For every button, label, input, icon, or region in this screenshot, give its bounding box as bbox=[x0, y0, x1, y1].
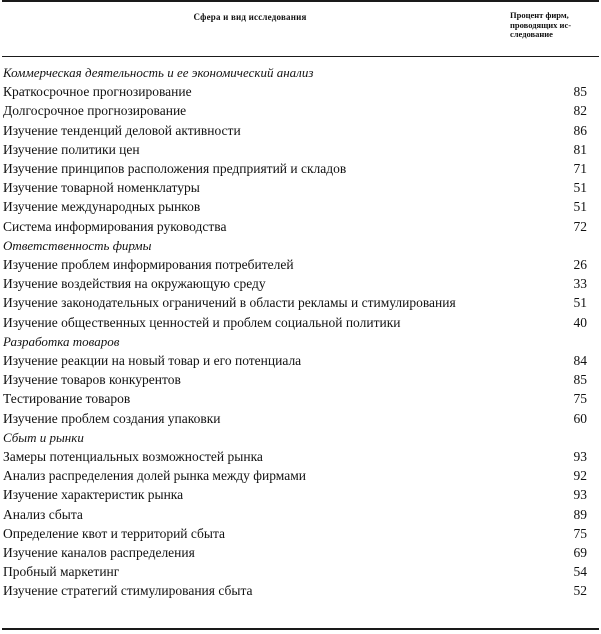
table-row bbox=[3, 524, 599, 543]
research-type-label: Изучение общественных ценностей и проблем социальной политики bbox=[3, 314, 401, 330]
percent-value: 51 bbox=[573, 180, 587, 196]
table-row bbox=[3, 197, 599, 216]
research-type-label: Краткосрочное прогнозирование bbox=[3, 84, 192, 100]
table-row bbox=[3, 274, 599, 293]
percent-value: 40 bbox=[573, 314, 587, 330]
research-type-label: Изучение товаров конкурентов bbox=[3, 372, 181, 388]
percent-value: 86 bbox=[573, 122, 587, 138]
column-header-area: Сфера и вид исследования bbox=[193, 12, 307, 22]
percent-value: 75 bbox=[573, 525, 587, 541]
research-type-label: Изучение реакции на новый товар и его потенциала bbox=[3, 353, 302, 368]
percent-value: 75 bbox=[573, 391, 587, 407]
percent-value: 93 bbox=[573, 449, 587, 464]
percent-value: 26 bbox=[573, 257, 587, 272]
research-type-label: Изучение международных рынков bbox=[3, 199, 201, 215]
research-type-label: Изучение характеристик рынка bbox=[3, 487, 184, 503]
research-type-label: Изучение стратегий стимулирования сбыта bbox=[3, 583, 253, 599]
percent-value: 92 bbox=[573, 468, 587, 484]
percent-value: 81 bbox=[573, 141, 587, 157]
table-row bbox=[3, 101, 599, 120]
section-title: Разработка товаров bbox=[3, 333, 120, 349]
research-type-label: Изучение каналов распределения bbox=[3, 545, 195, 561]
percent-value: 84 bbox=[573, 353, 587, 368]
percent-value: 93 bbox=[573, 487, 587, 503]
percent-value: 54 bbox=[573, 564, 587, 580]
section-title: Ответственность фирмы bbox=[3, 237, 152, 253]
research-type-label: Изучение принципов расположения предприятий и складов bbox=[3, 161, 347, 176]
research-type-label: Замеры потенциальных возможностей рынка bbox=[3, 449, 263, 464]
table-body bbox=[3, 63, 599, 601]
percent-value: 51 bbox=[573, 295, 587, 311]
table-row bbox=[3, 178, 599, 197]
section-title: Коммерческая деятельность и ее экономический анализ bbox=[3, 65, 314, 80]
section-title: Сбыт и рынки bbox=[3, 429, 84, 445]
table-row bbox=[3, 562, 599, 581]
percent-value: 51 bbox=[573, 199, 587, 215]
column-header-percent-line: следование bbox=[510, 29, 553, 39]
table-row bbox=[3, 581, 599, 600]
research-type-label: Пробный маркетинг bbox=[3, 564, 120, 580]
table-row bbox=[3, 370, 599, 389]
table-row bbox=[3, 505, 599, 524]
research-type-label: Изучение тенденций деловой активности bbox=[3, 122, 241, 138]
table-row bbox=[3, 159, 599, 178]
research-type-label: Система информирования руководства bbox=[3, 218, 227, 234]
percent-value: 33 bbox=[573, 276, 587, 292]
percent-value: 60 bbox=[573, 410, 587, 426]
table-row bbox=[3, 293, 599, 312]
table-row bbox=[3, 389, 599, 408]
research-type-label: Изучение политики цен bbox=[3, 141, 140, 157]
research-type-label: Изучение проблем создания упаковки bbox=[3, 410, 221, 426]
table-row bbox=[3, 466, 599, 485]
table-row bbox=[3, 121, 599, 140]
table-row bbox=[3, 82, 599, 101]
table-row bbox=[3, 217, 599, 236]
table-row bbox=[3, 313, 599, 332]
research-type-label: Тестирование товаров bbox=[3, 391, 131, 407]
percent-value: 72 bbox=[573, 218, 587, 234]
table-row bbox=[3, 351, 599, 370]
percent-value: 82 bbox=[573, 103, 587, 119]
research-type-label: Определение квот и территорий сбыта bbox=[3, 525, 226, 541]
bottom-rule bbox=[2, 628, 599, 630]
table-row bbox=[3, 485, 599, 504]
research-type-label: Анализ сбыта bbox=[3, 506, 83, 522]
percent-value: 85 bbox=[573, 372, 587, 388]
research-type-label: Долгосрочное прогнозирование bbox=[3, 103, 187, 119]
percent-value: 69 bbox=[573, 545, 587, 561]
percent-value: 89 bbox=[573, 506, 587, 522]
table-row bbox=[3, 447, 599, 466]
column-header-percent-line: проводящих ис- bbox=[510, 19, 572, 30]
table-row bbox=[3, 255, 599, 274]
header-rule bbox=[2, 56, 599, 57]
research-type-label: Изучение товарной номенклатуры bbox=[3, 180, 200, 196]
percent-value: 71 bbox=[573, 161, 587, 176]
column-header-percent bbox=[510, 11, 600, 40]
table-row bbox=[3, 409, 599, 428]
research-type-label: Изучение воздействия на окружающую среду bbox=[3, 276, 266, 292]
top-rule bbox=[2, 0, 599, 2]
research-type-label: Анализ распределения долей рынка между фирмами bbox=[3, 468, 307, 484]
table-row bbox=[3, 543, 599, 562]
percent-value: 85 bbox=[573, 84, 587, 100]
column-header-percent-line: Процент фирм, bbox=[510, 10, 569, 20]
table-row bbox=[3, 140, 599, 159]
percent-value: 52 bbox=[573, 583, 587, 599]
research-type-label: Изучение проблем информирования потребителей bbox=[3, 257, 294, 272]
research-type-label: Изучение законодательных ограничений в области рекламы и стимулирования bbox=[3, 295, 456, 311]
